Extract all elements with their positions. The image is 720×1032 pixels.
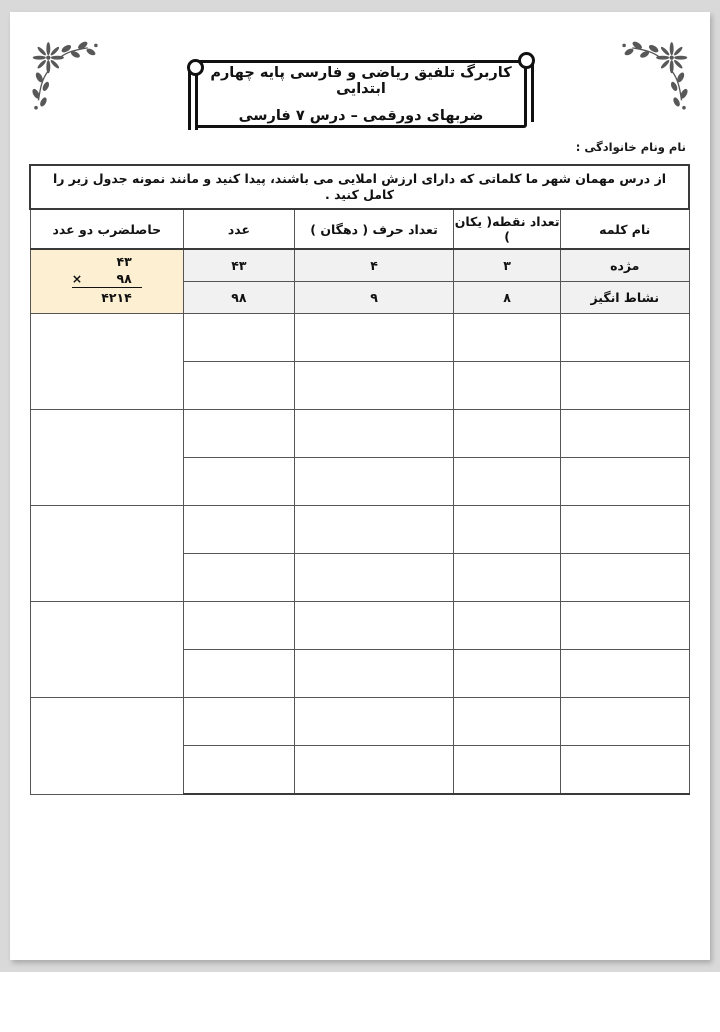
cell-number[interactable] [184,698,295,746]
cell-letters: ۴ [294,249,453,282]
worksheet-title-line-2: ضربهای دورقمی – درس ۷ فارسی [238,107,484,124]
cell-number[interactable] [184,362,295,410]
cell-product-calculation[interactable] [30,602,184,698]
cell-number[interactable] [184,554,295,602]
instruction-text: از درس مهمان شهر ما کلماتی که دارای ارزش املایی می باشند، پیدا کنید و مانند نمونه جدول زیر را کامل کنید . [52,170,667,202]
scroll-curl-icon [518,52,535,69]
cell-word[interactable] [561,362,690,410]
column-header-number: عدد [184,209,295,249]
table-row [30,314,689,362]
column-header-letters: تعداد حرف ( دهگان ) [294,209,453,249]
cell-word[interactable] [561,314,690,362]
cell-number[interactable] [184,458,295,506]
cell-letters[interactable] [294,410,453,458]
cell-number[interactable] [184,746,295,795]
table-row [30,602,689,650]
cell-product-calculation [30,249,184,314]
cell-word: مژده [561,249,690,282]
title-banner-box [195,60,527,128]
cell-word[interactable] [561,746,690,795]
cell-word[interactable] [561,458,690,506]
cell-dots[interactable] [454,506,561,554]
cell-letters[interactable] [294,314,453,362]
cell-number[interactable] [184,650,295,698]
table-header-row [30,209,689,249]
column-header-product: حاصلضرب دو عدد [30,209,184,249]
multiplicand: ۴۳ [116,254,132,270]
cell-letters[interactable] [294,698,453,746]
cell-word[interactable] [561,506,690,554]
cell-product-calculation[interactable] [30,506,184,602]
cell-number[interactable] [184,410,295,458]
cell-product-calculation[interactable] [30,410,184,506]
cell-letters[interactable] [294,458,453,506]
cell-number[interactable] [184,314,295,362]
instruction-row [30,165,689,209]
cell-dots[interactable] [454,746,561,795]
cell-number[interactable] [184,602,295,650]
column-header-dots: تعداد نقطه( یکان ) [454,209,561,249]
table-row [30,249,689,282]
cell-letters[interactable] [294,506,453,554]
cell-letters[interactable] [294,362,453,410]
cell-dots: ۸ [454,282,561,314]
cell-number: ۴۳ [184,249,295,282]
cell-word[interactable] [561,410,690,458]
multiplier-line [72,271,142,289]
cell-dots[interactable] [454,458,561,506]
student-name-field-label[interactable]: نام ونام خانوادگی : [575,140,686,154]
cell-letters[interactable] [294,650,453,698]
cell-product-calculation[interactable] [30,314,184,410]
cell-word[interactable] [561,650,690,698]
multiplier: ۹۸ [116,270,132,286]
cell-word[interactable] [561,554,690,602]
cell-word[interactable] [561,602,690,650]
cell-letters: ۹ [294,282,453,314]
long-multiplication [72,254,142,307]
cell-dots[interactable] [454,698,561,746]
worksheet-table-wrapper [29,164,690,795]
cell-letters[interactable] [294,746,453,795]
product-result: ۴۲۱۴ [101,290,132,306]
worksheet-table [29,164,690,795]
cell-number: ۹۸ [184,282,295,314]
cell-word: نشاط انگیز [561,282,690,314]
worksheet-title-line-1: کاربرگ تلفیق ریاضی و فارسی پایه چهارم ابتدایی [210,64,512,97]
floral-corner-ornament-icon [608,38,696,120]
table-row [30,698,689,746]
table-row [30,410,689,458]
cell-dots[interactable] [454,410,561,458]
cell-letters[interactable] [294,602,453,650]
worksheet-sheet [10,12,710,960]
cell-word[interactable] [561,698,690,746]
multiplication-operator: × [71,270,83,286]
instruction-cell [30,165,689,209]
cell-number[interactable] [184,506,295,554]
cell-dots[interactable] [454,362,561,410]
cell-product-calculation[interactable] [30,698,184,795]
column-header-word: نام کلمه [561,209,690,249]
cell-dots[interactable] [454,554,561,602]
cell-dots: ۳ [454,249,561,282]
floral-corner-ornament-icon [24,38,112,120]
cell-dots[interactable] [454,602,561,650]
cell-dots[interactable] [454,314,561,362]
cell-letters[interactable] [294,554,453,602]
scroll-curl-icon [187,59,204,76]
title-banner [185,52,537,134]
table-row [30,506,689,554]
cell-dots[interactable] [454,650,561,698]
